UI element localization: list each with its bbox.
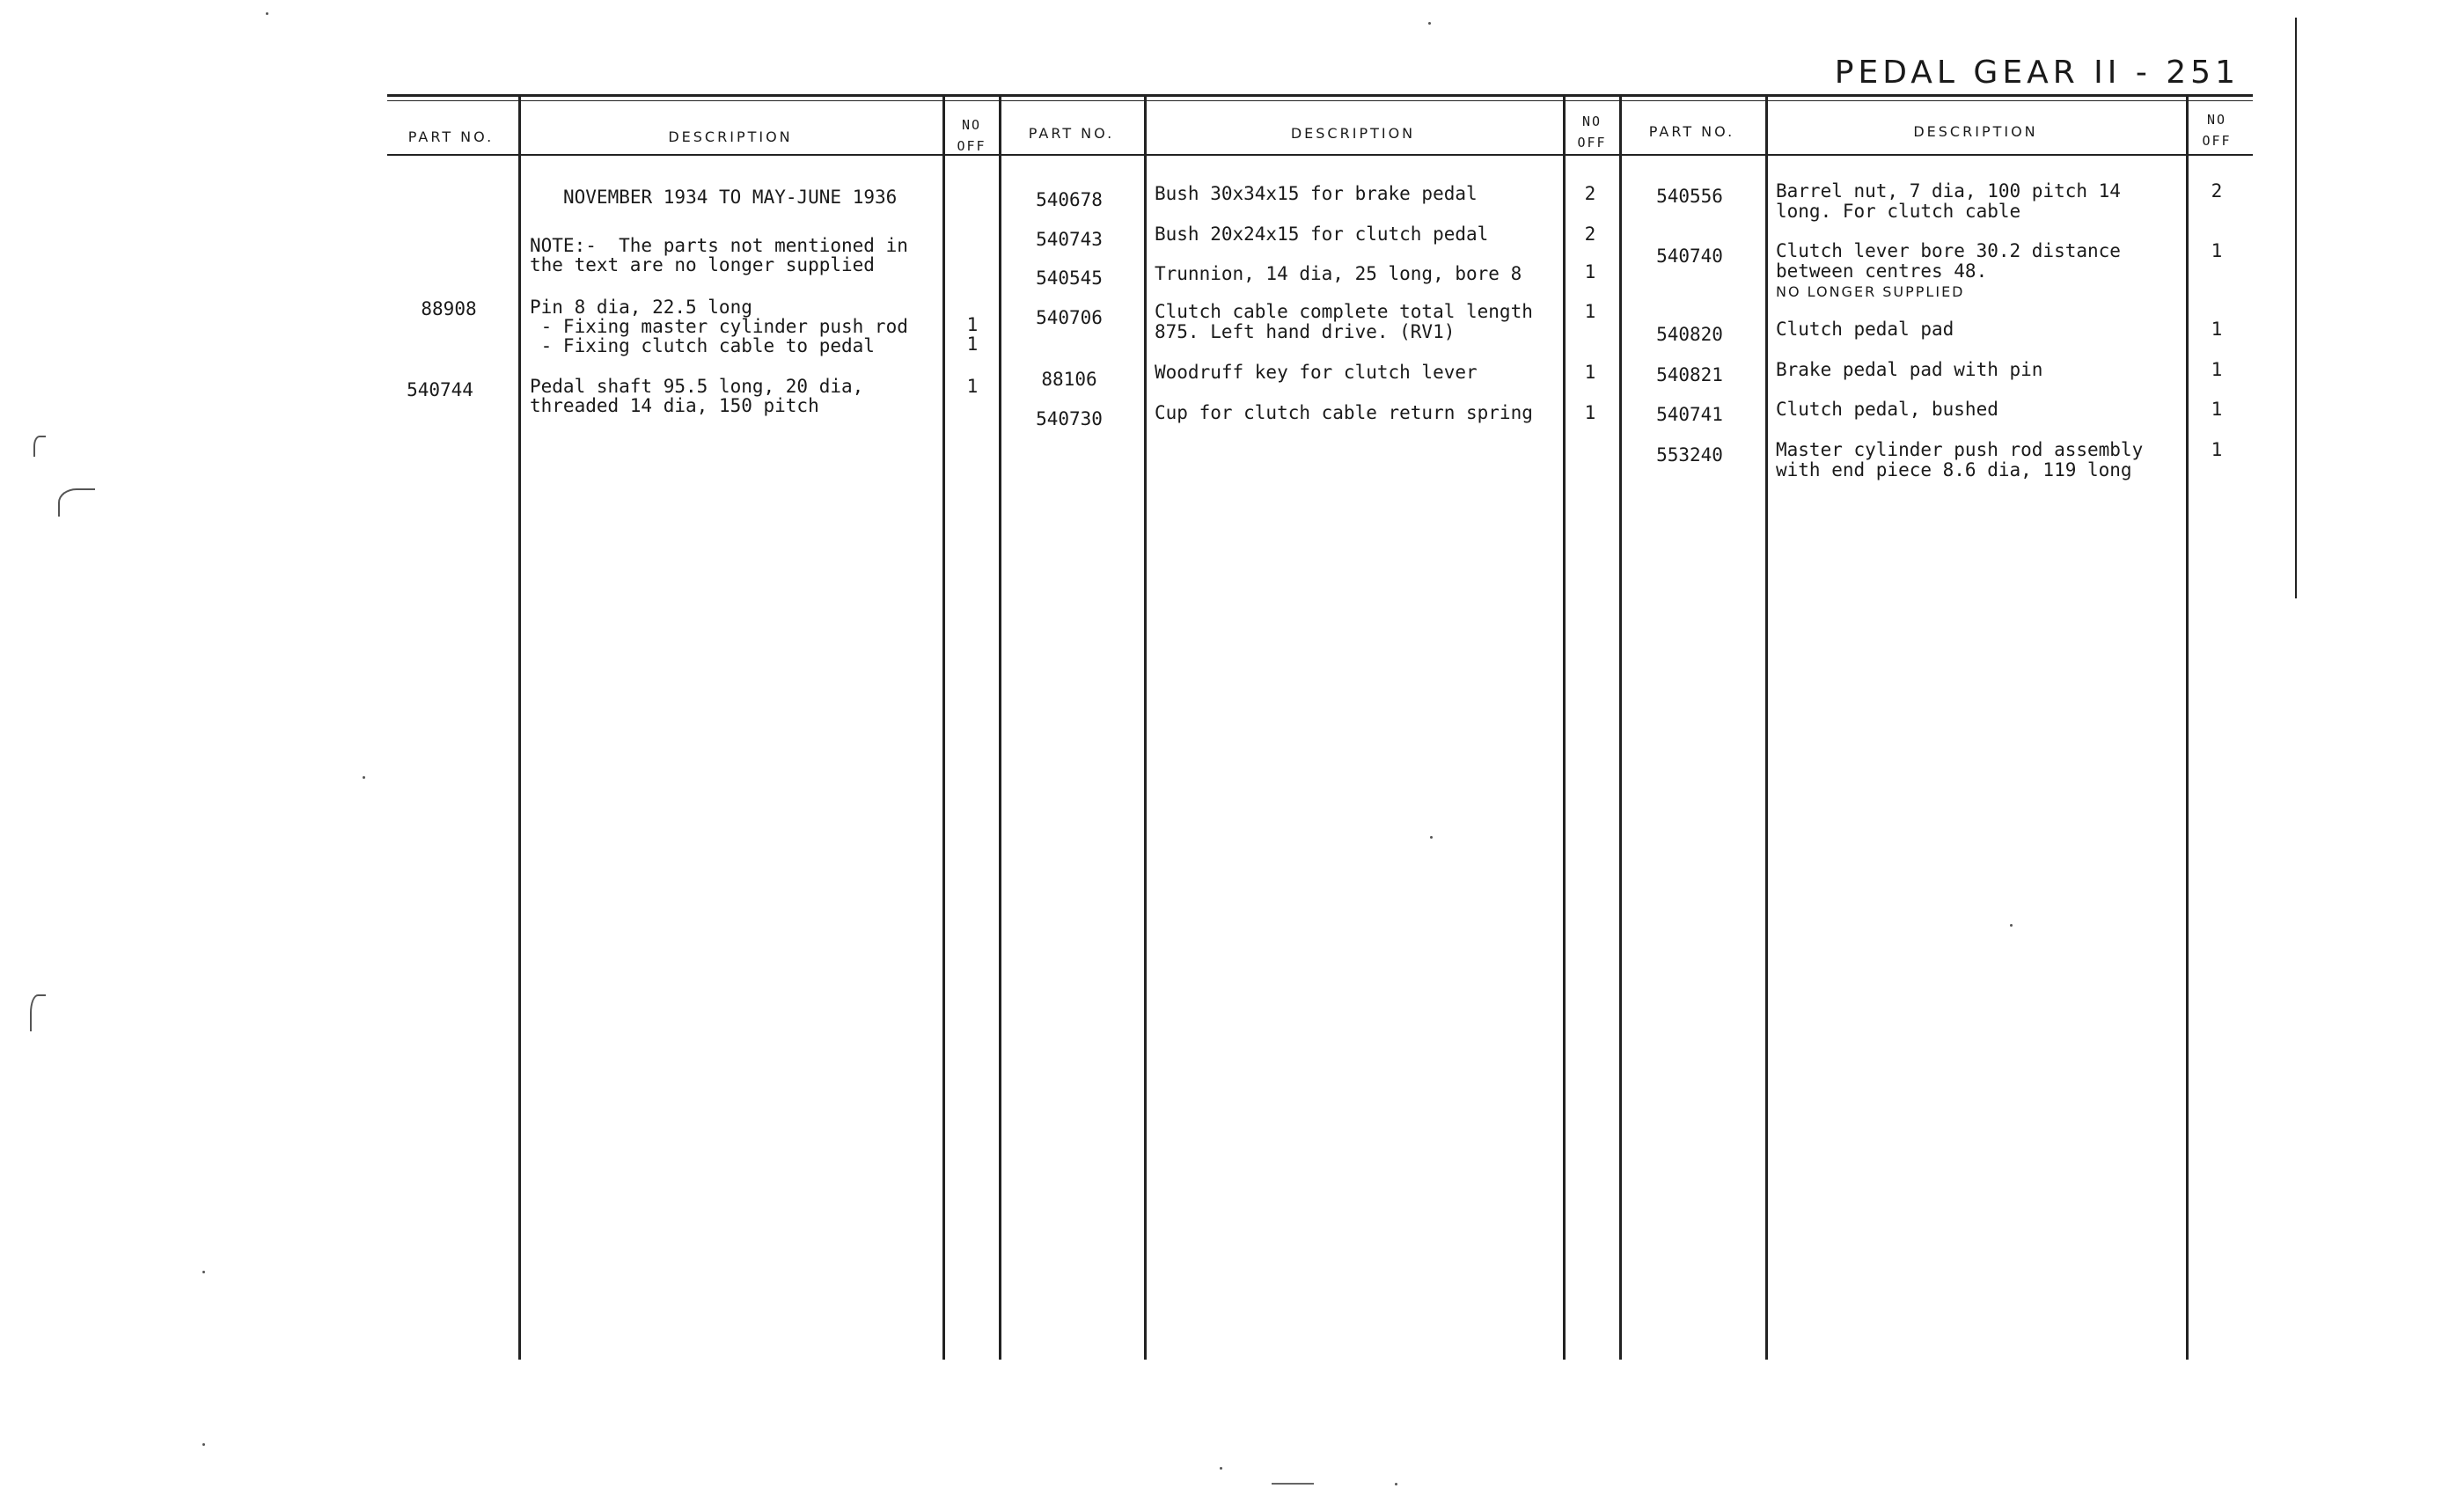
part-number: 540743 <box>1036 229 1103 250</box>
header-no-off <box>2191 109 2242 151</box>
part-description: Pin 8 dia, 22.5 long <box>530 297 752 318</box>
header-no-off <box>1566 111 1617 153</box>
part-description: Bush 20x24x15 for clutch pedal <box>1155 224 1489 245</box>
part-quantity: 2 <box>1584 224 1596 245</box>
part-description: - Fixing clutch cable to pedal <box>530 335 875 356</box>
column-divider <box>942 97 945 1360</box>
part-quantity: 1 <box>966 314 979 335</box>
scan-mark <box>33 436 46 457</box>
part-description: Clutch pedal pad <box>1776 319 1954 340</box>
part-quantity: 1 <box>1584 301 1596 322</box>
scan-speck <box>202 1271 205 1273</box>
column-divider <box>1619 97 1622 1360</box>
top-rule-thin <box>387 100 2253 101</box>
scan-streak <box>1272 1483 1314 1485</box>
part-description: Trunnion, 14 dia, 25 long, bore 8 <box>1155 263 1522 284</box>
part-number: 540730 <box>1036 408 1103 429</box>
part-description: long. For clutch cable <box>1776 201 2021 222</box>
header-no-off <box>946 114 997 157</box>
section-heading: NOVEMBER 1934 TO MAY-JUNE 1936 <box>563 187 898 208</box>
header-part-no: PART NO. <box>1648 123 1735 140</box>
part-description: Barrel nut, 7 dia, 100 pitch 14 <box>1776 180 2121 202</box>
part-number: 540556 <box>1656 186 1723 207</box>
scan-mark <box>58 488 95 517</box>
part-description: 875. Left hand drive. (RV1) <box>1155 321 1456 342</box>
part-number: 540678 <box>1036 189 1103 210</box>
part-number: 88106 <box>1041 369 1097 390</box>
header-off: OFF <box>2202 133 2232 149</box>
part-quantity: 1 <box>2211 399 2223 420</box>
part-quantity: 1 <box>966 334 979 355</box>
part-quantity: 1 <box>966 376 979 397</box>
part-description: Master cylinder push rod assembly <box>1776 439 2144 460</box>
scan-speck <box>2010 924 2013 927</box>
part-number: 540821 <box>1656 364 1723 385</box>
part-description: threaded 14 dia, 150 pitch <box>530 395 819 416</box>
part-description: Cup for clutch cable return spring <box>1155 402 1533 423</box>
header-rule <box>387 154 2253 156</box>
header-description: DESCRIPTION <box>1290 125 1416 142</box>
scan-speck <box>1395 1483 1397 1485</box>
part-description: - Fixing master cylinder push rod <box>530 316 908 337</box>
column-divider <box>1144 97 1147 1360</box>
part-quantity: 2 <box>1584 183 1596 204</box>
scan-speck <box>1220 1467 1222 1470</box>
scan-speck <box>202 1443 205 1446</box>
scan-speck <box>1430 836 1433 839</box>
part-number: 88908 <box>421 298 477 319</box>
part-quantity: 1 <box>2211 319 2223 340</box>
header-off: OFF <box>957 138 986 154</box>
part-description: Brake pedal pad with pin <box>1776 359 2043 380</box>
header-no: NO <box>2206 112 2227 128</box>
part-description: Clutch cable complete total length <box>1155 301 1533 322</box>
scan-mark <box>30 994 46 1031</box>
part-number: 540744 <box>407 379 473 400</box>
part-description: Pedal shaft 95.5 long, 20 dia, <box>530 376 864 397</box>
part-quantity: 1 <box>2211 439 2223 460</box>
header-description: DESCRIPTION <box>1913 123 2038 140</box>
part-description: Clutch pedal, bushed <box>1776 399 1998 420</box>
part-number: 540741 <box>1656 404 1723 425</box>
note-text: NOTE:- The parts not mentioned in <box>530 235 908 256</box>
part-number: 540740 <box>1656 246 1723 267</box>
part-number: 553240 <box>1656 444 1723 466</box>
part-quantity: 2 <box>2211 180 2223 202</box>
column-divider <box>999 97 1001 1360</box>
header-part-no: PART NO. <box>407 128 495 145</box>
part-number: 540820 <box>1656 324 1723 345</box>
part-number: 540545 <box>1036 268 1103 289</box>
column-divider <box>518 97 521 1360</box>
scan-speck <box>363 776 365 779</box>
column-divider <box>1563 97 1566 1360</box>
header-description: DESCRIPTION <box>668 128 793 145</box>
part-quantity: 1 <box>1584 261 1596 282</box>
scan-speck <box>266 12 268 15</box>
column-divider <box>2186 97 2189 1360</box>
part-description: Woodruff key for clutch lever <box>1155 362 1478 383</box>
no-longer-supplied-note: NO LONGER SUPPLIED <box>1776 283 1965 300</box>
part-description: Clutch lever bore 30.2 distance <box>1776 240 2121 261</box>
part-number: 540706 <box>1036 307 1103 328</box>
part-description: between centres 48. <box>1776 260 1988 282</box>
header-no: NO <box>1581 114 1602 129</box>
top-rule <box>387 94 2253 97</box>
page-title: PEDAL GEAR II - 251 <box>1834 55 2240 91</box>
part-description: with end piece 8.6 dia, 119 long <box>1776 459 2132 480</box>
part-description: Bush 30x34x15 for brake pedal <box>1155 183 1478 204</box>
header-part-no: PART NO. <box>1028 125 1115 142</box>
scan-speck <box>1428 22 1431 25</box>
note-text: the text are no longer supplied <box>530 254 875 275</box>
part-quantity: 1 <box>2211 240 2223 261</box>
column-divider <box>1765 97 1768 1360</box>
part-quantity: 1 <box>2211 359 2223 380</box>
page-edge-line <box>2295 18 2297 598</box>
header-no: NO <box>961 117 982 133</box>
part-quantity: 1 <box>1584 362 1596 383</box>
part-quantity: 1 <box>1584 402 1596 423</box>
header-off: OFF <box>1577 135 1607 150</box>
